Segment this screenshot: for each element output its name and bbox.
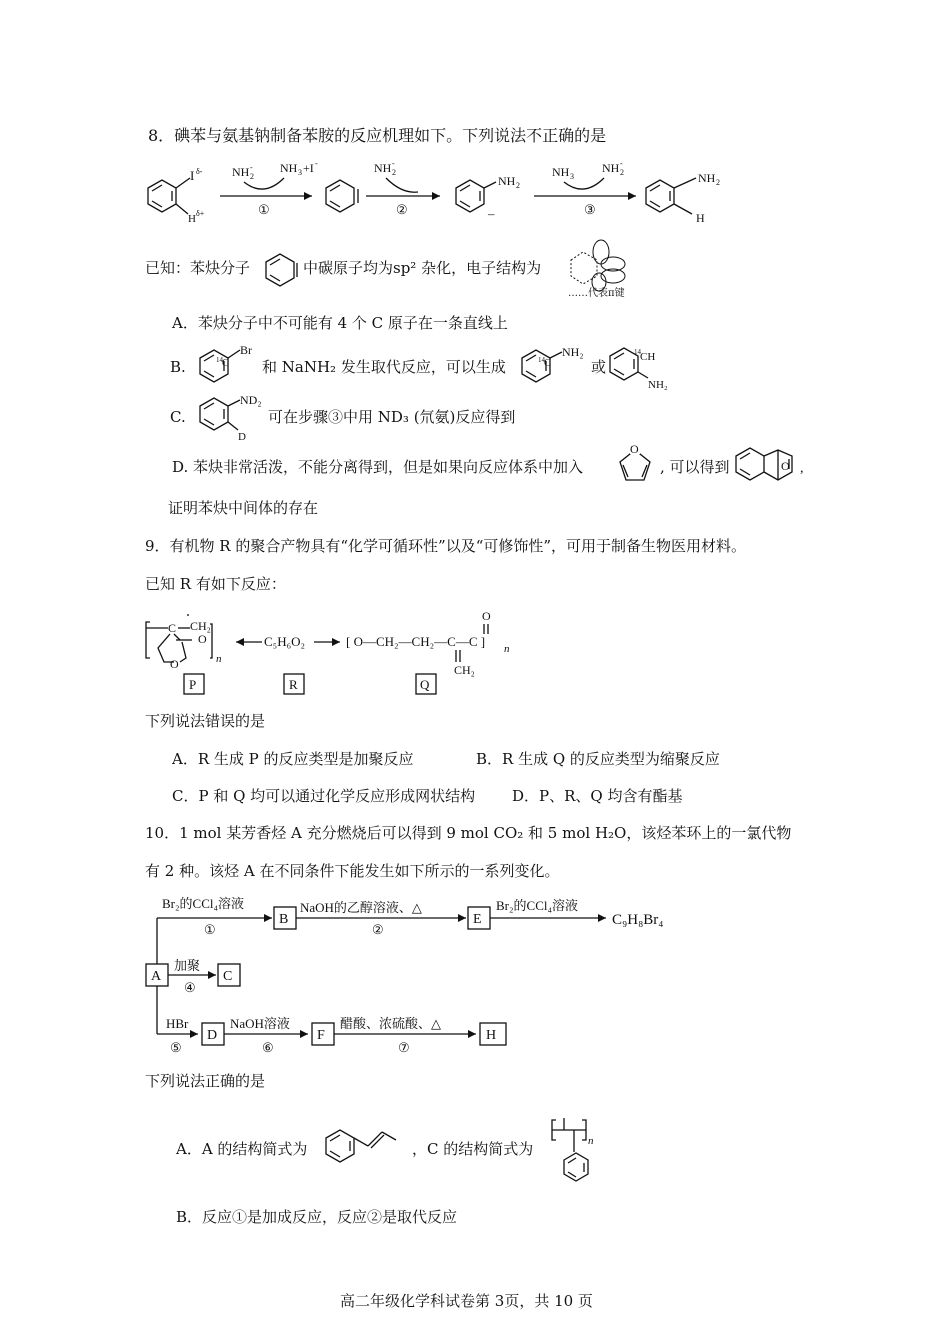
q8-option-d-text3: 证明苯炔中间体的存在 bbox=[168, 499, 319, 517]
q10-option-b: B．反应①是加成反应，反应②是取代反应 bbox=[176, 1208, 458, 1226]
svg-text:I: I bbox=[190, 168, 195, 183]
svg-text:H: H bbox=[486, 1028, 497, 1043]
svg-text:-: - bbox=[250, 163, 253, 172]
q9-option-c: C．P 和 Q 均可以通过化学反应形成网状结构 bbox=[172, 787, 476, 805]
svg-text:14: 14 bbox=[216, 356, 223, 364]
aniline-14c-product-2 bbox=[604, 342, 680, 390]
svg-text:NH: NH bbox=[280, 161, 298, 175]
aryl-anion-structure bbox=[456, 174, 520, 221]
svg-text:O: O bbox=[482, 609, 491, 623]
q9-option-a: A．R 生成 P 的反应类型是加聚反应 bbox=[172, 750, 414, 768]
svg-text:Br₂的CCl₄溶液: Br₂的CCl₄溶液 bbox=[496, 898, 579, 913]
svg-text:HBr: HBr bbox=[166, 1016, 189, 1031]
svg-text:④: ④ bbox=[184, 980, 196, 995]
q8-known-prefix: 已知：苯炔分子 bbox=[145, 259, 251, 277]
svg-text:E: E bbox=[473, 912, 482, 927]
svg-text:Br₂的CCl₄溶液: Br₂的CCl₄溶液 bbox=[162, 896, 245, 911]
q9-stem: 9．有机物 R 的聚合产物具有“化学可循环性”以及“可修饰性”，可用于制备生物医用材料。 bbox=[145, 537, 747, 555]
svg-text:Q: Q bbox=[420, 677, 430, 692]
svg-text:NH₂: NH₂ bbox=[648, 379, 668, 391]
q9-option-b: B．R 生成 Q 的反应类型为缩聚反应 bbox=[476, 750, 720, 768]
svg-text:⑤: ⑤ bbox=[170, 1040, 182, 1055]
svg-text:NH₂: NH₂ bbox=[562, 345, 584, 359]
svg-text:δ+: δ+ bbox=[196, 209, 205, 218]
benzyne-orbital-diagram bbox=[565, 238, 635, 294]
svg-text:,: , bbox=[800, 461, 804, 476]
q8-option-a: A．苯炔分子中不可能有 4 个 C 原子在一条直线上 bbox=[172, 314, 508, 332]
polymer-p-structure bbox=[146, 614, 222, 671]
q8-option-c-text: 可在步骤③中用 ND₃ (氘氨)反应得到 bbox=[268, 408, 516, 426]
svg-text:O: O bbox=[630, 442, 639, 456]
svg-text:C₉H₈Br₄: C₉H₈Br₄ bbox=[612, 912, 664, 928]
svg-text:2: 2 bbox=[250, 172, 254, 181]
svg-text:NaOH溶液: NaOH溶液 bbox=[230, 1016, 290, 1031]
q8-option-b-or: 或 bbox=[591, 358, 607, 376]
svg-text:NH: NH bbox=[602, 161, 620, 175]
page-footer: 高二年级化学科试卷第 3页，共 10 页 bbox=[340, 1292, 593, 1310]
svg-text:F: F bbox=[317, 1028, 325, 1043]
q8-option-b-mid: 和 NaNH₂ 发生取代反应，可以生成 bbox=[262, 358, 506, 376]
svg-text:NH: NH bbox=[232, 165, 250, 179]
svg-text:C₅H₆O₂: C₅H₆O₂ bbox=[264, 634, 306, 649]
svg-text:-: - bbox=[392, 159, 395, 168]
q10-option-a-part1: A．A 的结构简式为 bbox=[176, 1140, 308, 1158]
q9-question: 下列说法错误的是 bbox=[145, 712, 266, 730]
aniline-product-structure bbox=[646, 171, 720, 225]
svg-text:⑥: ⑥ bbox=[262, 1040, 274, 1055]
svg-text:2: 2 bbox=[392, 168, 396, 177]
aniline-14c-product-1 bbox=[516, 344, 592, 386]
q10-option-a-part2: ，C 的结构简式为 bbox=[412, 1140, 534, 1158]
q10-question: 下列说法正确的是 bbox=[145, 1072, 266, 1090]
iodobenzene-structure bbox=[148, 167, 205, 225]
svg-text:A: A bbox=[151, 969, 162, 984]
svg-text:①: ① bbox=[204, 922, 216, 937]
svg-text:醋酸、浓硫酸、△: 醋酸、浓硫酸、△ bbox=[340, 1016, 441, 1031]
svg-text:②: ② bbox=[372, 922, 384, 937]
svg-text:ND₂: ND₂ bbox=[240, 393, 262, 407]
svg-text:CH₂: CH₂ bbox=[190, 619, 211, 633]
svg-text:C: C bbox=[544, 358, 551, 369]
benzyne-inline-icon bbox=[260, 250, 302, 288]
svg-text:O: O bbox=[781, 459, 790, 473]
svg-text:NH: NH bbox=[374, 161, 392, 175]
bromobenzyne-14c-structure bbox=[194, 344, 264, 386]
orbital-caption: ……代表π键 bbox=[568, 288, 625, 299]
svg-text:H: H bbox=[696, 211, 705, 225]
svg-text:O: O bbox=[170, 657, 179, 671]
svg-text:2: 2 bbox=[716, 178, 720, 187]
svg-text:H: H bbox=[188, 213, 196, 225]
svg-text:C: C bbox=[223, 969, 233, 984]
svg-text:n: n bbox=[588, 1135, 594, 1147]
svg-text:14: 14 bbox=[538, 356, 545, 364]
svg-text:Br: Br bbox=[240, 343, 252, 357]
q9-known: 已知 R 有如下反应： bbox=[145, 575, 286, 593]
benzyne-structure bbox=[326, 180, 358, 212]
q10-stem-line1: 10．1 mol 某芳香烃 A 充分燃烧后可以得到 9 mol CO₂ 和 5 mol H₂O，该烃苯环上的一氯代物 bbox=[145, 824, 792, 842]
svg-text:①: ① bbox=[258, 202, 270, 217]
svg-text:B: B bbox=[279, 912, 289, 927]
svg-text:C: C bbox=[168, 621, 177, 635]
svg-text:14: 14 bbox=[634, 348, 641, 356]
q8-mechanism-scheme bbox=[140, 158, 740, 228]
q8-option-b-prefix: B. bbox=[170, 358, 186, 376]
svg-text:⑦: ⑦ bbox=[398, 1040, 410, 1055]
q10-reaction-flowchart bbox=[140, 892, 700, 1062]
q9-reaction-scheme bbox=[140, 606, 540, 706]
svg-text:O: O bbox=[198, 632, 207, 646]
svg-text:D: D bbox=[238, 431, 246, 443]
svg-text:3: 3 bbox=[298, 168, 302, 177]
svg-text:③: ③ bbox=[584, 202, 596, 217]
svg-text:2: 2 bbox=[516, 181, 520, 190]
q8-option-d-text2: , 可以得到 bbox=[660, 458, 730, 476]
q8-known-mid: 中碳原子均为sp² 杂化，电子结构为 bbox=[303, 259, 542, 277]
propenylbenzene-structure bbox=[318, 1118, 418, 1168]
q8-option-d-text1: D. 苯炔非常活泼，不能分离得到，但是如果向反应体系中加入 bbox=[172, 458, 584, 476]
svg-text:[ O—CH₂—CH₂—C—C ]: [ O—CH₂—CH₂—C—C ] bbox=[346, 634, 486, 649]
q10-stem-line2: 有 2 种。该烃 A 在不同条件下能发生如下所示的一系列变化。 bbox=[145, 862, 560, 880]
svg-text:3: 3 bbox=[570, 172, 574, 181]
q9-option-d: D．P、R、Q 均含有酯基 bbox=[512, 787, 683, 805]
svg-text:–: – bbox=[488, 206, 495, 221]
svg-text:n: n bbox=[504, 643, 510, 655]
svg-text:P: P bbox=[189, 677, 197, 692]
svg-text:D: D bbox=[207, 1028, 218, 1043]
oxabicyclic-adduct-structure bbox=[730, 442, 816, 488]
svg-text:R: R bbox=[289, 677, 298, 692]
svg-text:②: ② bbox=[396, 202, 408, 217]
q8-option-c-prefix: C. bbox=[170, 408, 186, 426]
svg-text:+I: +I bbox=[303, 161, 314, 175]
polystyrene-derivative-structure bbox=[546, 1106, 606, 1192]
polymer-q-structure bbox=[346, 609, 510, 677]
svg-text:CH₂: CH₂ bbox=[454, 663, 475, 677]
svg-text:NH: NH bbox=[498, 174, 516, 188]
svg-text:NH: NH bbox=[698, 171, 716, 185]
svg-text:C: C bbox=[222, 358, 229, 369]
svg-text:n: n bbox=[216, 653, 222, 665]
svg-text:NaOH的乙醇溶液、△: NaOH的乙醇溶液、△ bbox=[300, 900, 422, 915]
svg-text:2: 2 bbox=[620, 168, 624, 177]
svg-text:-: - bbox=[315, 159, 318, 168]
furan-structure bbox=[612, 440, 658, 488]
svg-text:加聚: 加聚 bbox=[174, 958, 201, 973]
svg-text:-: - bbox=[620, 159, 623, 168]
svg-text:CH: CH bbox=[640, 351, 656, 363]
svg-text:δ-: δ- bbox=[196, 167, 203, 176]
q8-stem: 8．碘苯与氨基钠制备苯胺的反应机理如下。下列说法不正确的是 bbox=[148, 126, 607, 145]
svg-text:NH: NH bbox=[552, 165, 570, 179]
dideuterio-aniline-structure bbox=[194, 392, 268, 443]
